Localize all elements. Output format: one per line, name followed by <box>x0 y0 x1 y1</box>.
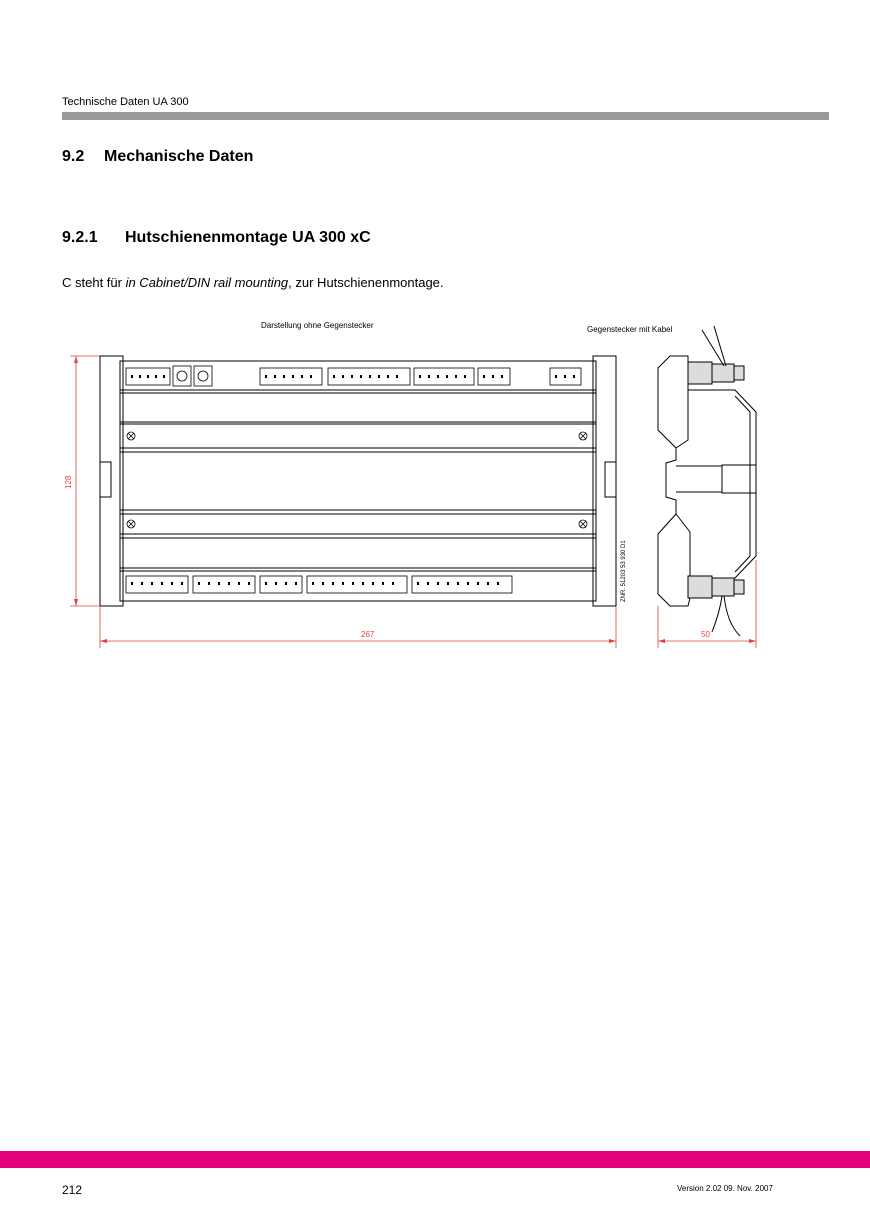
side-bottom-plug <box>688 576 712 598</box>
housing-body <box>120 361 596 601</box>
dimension-depth-label: 50 <box>701 630 710 639</box>
side-top-plug <box>688 362 712 384</box>
front-view <box>100 321 673 606</box>
front-dimensions <box>70 356 616 648</box>
subsection-title: Hutschienenmontage UA 300 xC <box>125 229 371 246</box>
top-pins <box>131 375 575 378</box>
subsection-number: 9.2.1 <box>62 229 98 246</box>
body-paragraph <box>62 275 444 290</box>
side-view <box>658 326 756 636</box>
section-title: Mechanische Daten <box>104 148 254 165</box>
body-emphasis: in Cabinet/DIN rail mounting <box>125 275 289 290</box>
header-rule <box>62 112 829 120</box>
dimension-width-label: 267 <box>361 630 375 639</box>
bottom-connectors <box>126 576 512 593</box>
body-suffix: , zur Hutschienenmontage. <box>288 275 444 290</box>
section-heading <box>62 148 253 166</box>
top-connectors <box>126 366 581 386</box>
bottom-pins <box>131 582 499 585</box>
page-number: 212 <box>62 1183 83 1197</box>
mechanical-drawing <box>50 315 770 655</box>
footer-bar <box>0 1151 870 1168</box>
body-prefix: C steht für <box>62 275 126 290</box>
version-info: Version 2.02 09. Nov. 2007 <box>677 1184 773 1193</box>
drawing-number: ZNR. 51203 53 930 D1 <box>621 540 627 602</box>
side-view-caption: Gegenstecker mit Kabel <box>587 325 673 334</box>
section-number: 9.2 <box>62 148 85 165</box>
dimension-height-label: 128 <box>64 475 73 489</box>
front-view-caption: Darstellung ohne Gegenstecker <box>261 321 374 330</box>
subsection-heading <box>62 229 371 247</box>
running-header: Technische Daten UA 300 <box>62 96 189 108</box>
